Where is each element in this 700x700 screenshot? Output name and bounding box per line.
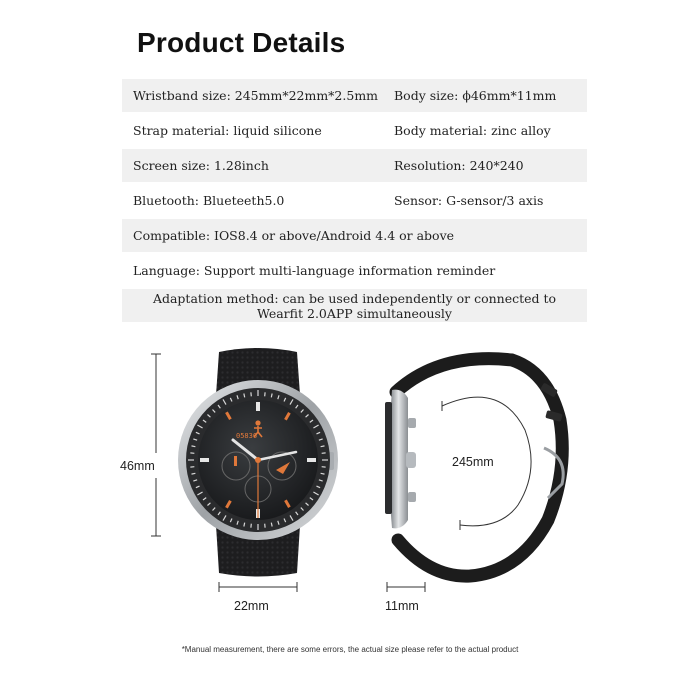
spec-resolution: Resolution: 240*240	[394, 158, 524, 173]
strap-length-label: 245mm	[452, 455, 494, 469]
bezel-tick	[191, 473, 195, 474]
side-crown	[406, 452, 416, 468]
side-button-top	[408, 418, 416, 428]
spec-strap-material: Strap material: liquid silicone	[133, 123, 322, 138]
width-dimension	[219, 582, 297, 592]
bezel-tick	[271, 393, 272, 397]
thickness-dimension	[387, 582, 425, 592]
bezel-tick	[244, 523, 245, 527]
side-bezel	[385, 402, 392, 514]
bezel-tick	[271, 523, 272, 527]
spec-bluetooth: Bluetooth: Blueteeth5.0	[133, 193, 285, 208]
side-button-bottom	[408, 492, 416, 502]
spec-screen-size: Screen size: 1.28inch	[133, 158, 269, 173]
width-label: 22mm	[234, 599, 269, 613]
height-label: 46mm	[120, 459, 155, 473]
spec-sensor: Sensor: G-sensor/3 axis	[394, 193, 544, 208]
thickness-label: 11mm	[385, 599, 419, 613]
bezel-tick	[244, 393, 245, 397]
bezel-tick	[321, 473, 325, 474]
center-cap	[255, 457, 261, 463]
spec-adaptation-line2: Wearfit 2.0APP simultaneously	[257, 305, 452, 321]
step-readout: 05836	[236, 432, 258, 440]
spec-wristband-size: Wristband size: 245mm*22mm*2.5mm	[133, 88, 379, 103]
bezel-tick	[321, 446, 325, 447]
spec-adaptation-line1: Adaptation method: can be used independently or connected to	[152, 290, 557, 306]
spec-compatible: Compatible: IOS8.4 or above/Android 4.4 or above	[133, 228, 455, 243]
bezel-tick	[191, 446, 195, 447]
spec-body-material: Body material: zinc alloy	[394, 123, 551, 138]
page-title: Product Details	[137, 27, 346, 58]
spec-body-size: Body size: ϕ46mm*11mm	[394, 88, 557, 103]
spec-language: Language: Support multi-language information reminder	[133, 263, 496, 278]
height-dimension	[151, 354, 161, 536]
subdial-left-pointer	[234, 456, 237, 466]
footnote: *Manual measurement, there are some errors, the actual size please refer to the actual product	[181, 645, 519, 654]
